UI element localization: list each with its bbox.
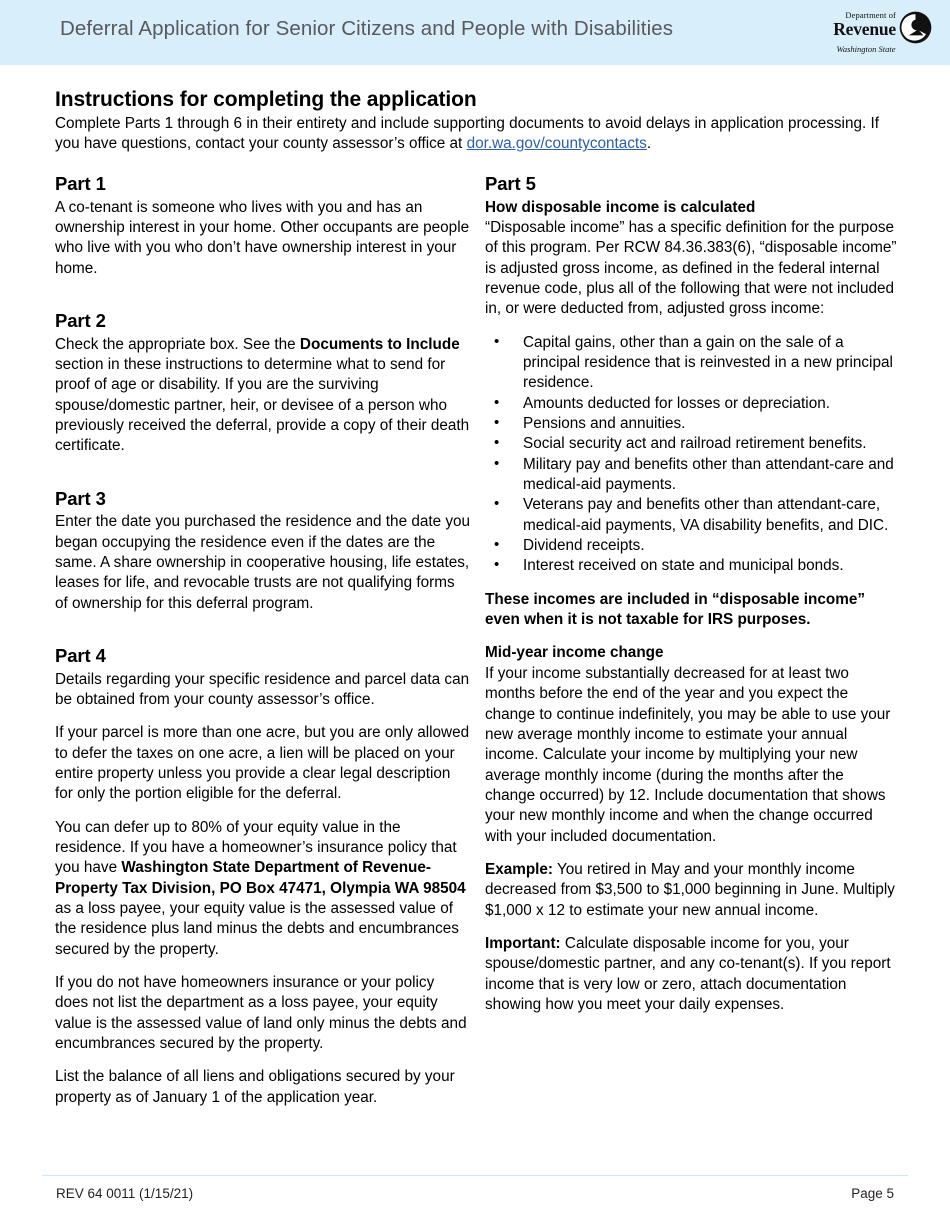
example-label: Example: <box>485 860 554 878</box>
page-header-band <box>0 0 950 65</box>
county-contacts-link[interactable]: dor.wa.gov/countycontacts <box>466 135 647 153</box>
important-label: Important: <box>485 934 561 952</box>
part4-paragraph-3-text-1: You can defer up to 80% of your equity value in the residence. If you have a homeowner’s insurance policy that you have <box>55 818 457 877</box>
example-body: You retired in May and your monthly income decreased from $3,500 to $1,000 beginning in June. Multiply $1,000 x 12 to estimate your new annual income. <box>485 860 895 919</box>
list-item: • Military pay and benefits other than attendant-care and medical-aid payments. <box>485 455 897 496</box>
part1-body: A co-tenant is someone who lives with you and has an ownership interest in your home. Other occupants are people who live with you who don’t have ownership interest in your home. <box>55 198 470 277</box>
list-item: • Amounts deducted for losses or depreciation. <box>485 394 897 414</box>
part4-paragraph-2: If your parcel is more than one acre, but you are only allowed to defer the taxes on one acre, a lien will be placed on your entire property unless you provide a clear legal description for only the portion eligible for the deferral. <box>55 724 470 803</box>
list-item: • Capital gains, other than a gain on the sale of a principal residence that is reinvested in a new principal residence. <box>485 333 897 394</box>
part4-paragraph-5: List the balance of all liens and obligations secured by your property as of January 1 of the application year. <box>55 1068 455 1106</box>
left-column <box>55 172 470 1108</box>
part4-paragraph-4: If you do not have homeowners insurance or your policy does not list the department as a loss payee, your equity value is the assessed value of land only minus the debts and encumbrances secured by the property. <box>55 974 467 1053</box>
part5-sub-heading: How disposable income is calculated <box>485 198 756 216</box>
instructions-body-text: Complete Parts 1 through 6 in their entirety and include supporting documents to avoid delays in application processing. If you have questions, contact your county assessor’s office at <box>55 115 879 153</box>
dor-logo <box>804 11 932 57</box>
instructions-intro <box>55 88 895 155</box>
part2-heading: Part 2 <box>55 309 106 331</box>
spacer <box>55 292 470 309</box>
important-paragraph <box>485 934 897 1015</box>
footer-divider <box>42 1175 908 1176</box>
list-item: • Dividend receipts. <box>485 536 897 556</box>
disposable-income-bullet-list <box>485 333 897 577</box>
footer-form-id: REV 64 0011 (1/15/21) <box>56 1186 194 1201</box>
part1-heading: Part 1 <box>55 173 106 194</box>
spacer <box>55 627 470 644</box>
instructions-body-period: . <box>646 135 652 153</box>
part2-documents-to-include-emphasis: Documents to Include <box>299 335 460 353</box>
dor-logo-department-line: Department of <box>845 10 896 20</box>
dor-logo-state-line: Washington State <box>836 44 896 54</box>
part3-heading: Part 3 <box>55 487 106 509</box>
part4-heading: Part 4 <box>55 644 106 666</box>
right-column <box>485 172 897 1015</box>
spacer <box>485 630 897 643</box>
list-item: • Veterans pay and benefits other than attendant-care, medical-aid payments, VA disability benefits, and DIC. <box>485 495 897 536</box>
dor-swoosh-logo-mark-icon <box>899 11 932 44</box>
important-body: Calculate disposable income for you, your spouse/domestic partner, and any co-tenant(s). If you report income that is very low or zero, attach documentation showing how you meet your daily expenses. <box>485 934 891 1013</box>
part2-body-text-1: Check the appropriate box. See the <box>55 335 300 353</box>
list-item: • Social security act and railroad retirement benefits. <box>485 434 897 454</box>
spacer <box>55 470 470 487</box>
instructions-heading: Instructions for completing the application <box>55 88 477 111</box>
midyear-heading: Mid-year income change <box>485 644 664 662</box>
page-title: Deferral Application for Senior Citizens and People with Disabilities <box>60 17 674 40</box>
instructions-body <box>55 114 895 155</box>
dor-logo-wordmark <box>804 11 896 38</box>
part5-intro: “Disposable income” has a specific definition for the purpose of this program. Per RCW 84.36.383(6), “disposable income” is adjusted gross income, as defined in the federal internal revenue code, plus all of the following that were not included in, or were deducted from, adjusted gross income: <box>485 218 897 318</box>
list-item: • Pensions and annuities. <box>485 414 897 434</box>
part2-body <box>55 335 470 457</box>
part5-heading: Part 5 <box>485 173 536 194</box>
part3-body: Enter the date you purchased the residence and the date you began occupying the residence even if the dates are the same. A share ownership in cooperative housing, life estates, leases for life, and revocable trusts are not qualifying forms of ownership for this deferral program. <box>55 513 471 612</box>
midyear-body: If your income substantially decreased for at least two months before the end of the year and you expect the change to continue indefinitely, you may be able to use your new average monthly income to estimate your annual income. Calculate your income by multiplying your new average monthly income (during the months after the change occurred) by 12. Include documentation that shows your new monthly income and when the change occurred with your included documentation. <box>485 664 891 845</box>
part4-paragraph-3-text-2: as a loss payee, your equity value is the assessed value of the residence plus land minus the debts and encumbrances secured by the property. <box>55 899 459 958</box>
part4-loss-payee-address: Washington State Department of Revenue-Property Tax Division, PO Box 47471, Olympia WA 98504 <box>55 859 466 897</box>
part4-paragraph-1: Details regarding your specific residence and parcel data can be obtained from your county assessor’s office. <box>55 670 470 708</box>
example-paragraph <box>485 860 897 921</box>
dor-logo-revenue-line: Revenue <box>833 18 896 39</box>
list-item: • Interest received on state and municipal bonds. <box>485 556 897 576</box>
disposable-income-bold-note: These incomes are included in “disposable income” even when it is not taxable for IRS purposes. <box>485 590 865 629</box>
part4-paragraph-3 <box>55 818 470 960</box>
footer-page-number: Page 5 <box>851 1186 894 1201</box>
part2-body-text-2: section in these instructions to determine what to send for proof of age or disability. If you are the surviving spouse/domestic partner, heir, or devisee of a person who previously received the deferral, provide a copy of their death certificate. <box>55 355 470 455</box>
